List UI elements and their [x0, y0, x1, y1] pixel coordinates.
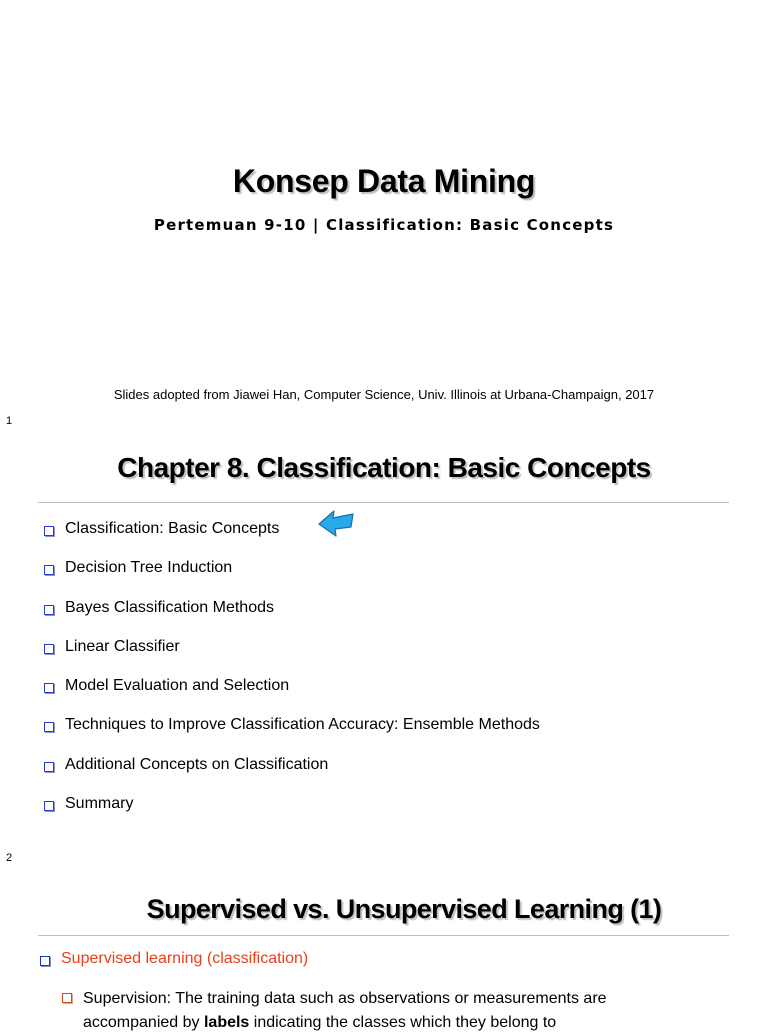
- square-bullet-icon: [40, 956, 50, 966]
- list-item: [44, 520, 540, 559]
- square-bullet-icon: [44, 605, 54, 615]
- list-item-label: Classification: Basic Concepts: [65, 520, 280, 537]
- square-bullet-icon: [62, 993, 72, 1003]
- title-divider: [38, 502, 729, 503]
- list-item: [40, 950, 308, 968]
- square-bullet-icon: [44, 762, 54, 772]
- list-item-label: Bayes Classification Methods: [65, 598, 274, 616]
- square-bullet-icon: [44, 644, 54, 654]
- list-item-label: Model Evaluation and Selection: [65, 677, 290, 695]
- arrow-pointer-icon: [318, 508, 356, 538]
- list-item-label: [83, 987, 702, 1035]
- slide-2: [0, 430, 768, 864]
- list-item: [44, 756, 540, 795]
- list-item: [44, 795, 540, 834]
- list-item: [62, 987, 702, 1035]
- list-item: [44, 677, 540, 716]
- list-item: [44, 599, 540, 638]
- text-segment: Supervision: The training data such as observations or measurements are accompanied by: [83, 990, 607, 1031]
- slide-credit: Slides adopted from Jiawei Han, Computer Science, Univ. Illinois at Urbana-Champaign, 2017: [113, 387, 655, 402]
- square-bullet-icon: [44, 526, 54, 536]
- slide-title: Chapter 8. Classification: Basic Concepts: [117, 452, 651, 483]
- title-divider: [38, 935, 729, 936]
- square-bullet-icon: [44, 801, 54, 811]
- page-number: 2: [6, 852, 13, 864]
- square-bullet-icon: [44, 683, 54, 693]
- slide-title: Supervised vs. Unsupervised Learning (1): [146, 894, 662, 924]
- slide-3: [0, 850, 768, 1031]
- outline-list: [44, 520, 540, 834]
- list-item-label: Linear Classifier: [65, 637, 180, 655]
- list-item-label: Additional Concepts on Classification: [65, 755, 329, 773]
- list-item-label: Decision Tree Induction: [65, 559, 233, 577]
- slide-title: Konsep Data Mining: [232, 163, 536, 199]
- page-number: 1: [6, 415, 13, 427]
- square-bullet-icon: [44, 722, 54, 732]
- list-item: [44, 716, 540, 755]
- text-segment: indicating the classes which they belong to: [249, 1014, 557, 1031]
- list-item: [44, 559, 540, 598]
- square-bullet-icon: [44, 565, 54, 575]
- slide-subtitle: Pertemuan 9-10 | Classification: Basic Concepts: [153, 216, 615, 234]
- list-item: [44, 638, 540, 677]
- slide-1: [0, 0, 768, 430]
- list-item-label: Supervised learning (classification): [61, 950, 309, 967]
- list-item-label: Summary: [65, 795, 134, 813]
- list-item-label: Techniques to Improve Classification Accuracy: Ensemble Methods: [65, 716, 540, 734]
- bold-term: labels: [203, 1014, 250, 1031]
